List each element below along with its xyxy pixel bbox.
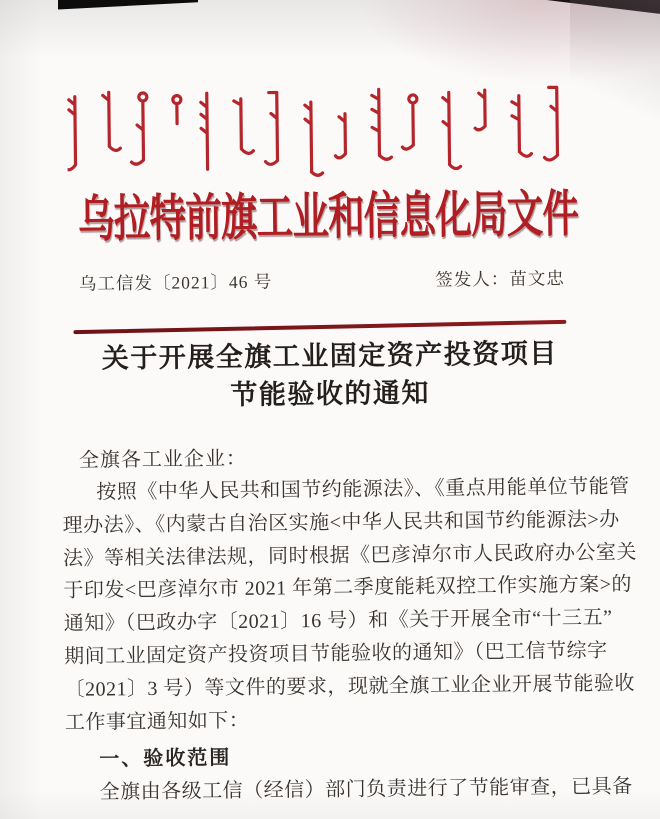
doc-number: 乌工信发〔2021〕46 号 <box>78 271 273 294</box>
section-heading: 一、验收范围 <box>99 747 232 771</box>
body-line: 理办法》、《内蒙古自治区实施<中华人民共和国节约能源法>办 <box>62 508 620 537</box>
body-line: 法》等相关法律法规，同时根据《巴彦淖尔市人民政府办公室关 <box>62 541 638 570</box>
document-title-line2: 节能验收的通知 <box>230 377 431 411</box>
body-line: 通知》（巴政办字〔2021〕16 号）和《关于开展全市“十三五” <box>63 606 613 636</box>
body-line: 于印发<巴彦淖尔市 2021 年第二季度能耗双控工作实施方案>的 <box>63 573 633 603</box>
body-line: 期间工业固定资产投资项目节能验收的通知》（巴工信节综字 <box>64 639 608 668</box>
body-line: 全旗由各级工信（经信）部门负责进行了节能审查，已具备 <box>99 775 633 804</box>
body-line: 按照《中华人民共和国节约能源法》、《重点用能单位节能管 <box>96 475 630 504</box>
issuer-name: 签发人：苗文忠 <box>435 268 565 290</box>
mongolian-script-header <box>67 85 568 186</box>
body-line: 工作事宜通知如下： <box>64 709 250 734</box>
agency-title: 乌拉特前旗工业和信息化局文件 <box>77 186 579 249</box>
document-title-line1: 关于开展全旗工业固定资产投资项目 <box>101 338 558 374</box>
body-text <box>62 471 638 810</box>
document-meta-row <box>79 265 565 296</box>
body-line: 〔2021〕3 号）等文件的要求，现就全旗工业企业开展节能验收 <box>64 672 636 701</box>
salutation: 全旗各工业企业： <box>78 447 248 472</box>
document-title <box>0 333 660 416</box>
red-divider-line <box>73 320 566 334</box>
